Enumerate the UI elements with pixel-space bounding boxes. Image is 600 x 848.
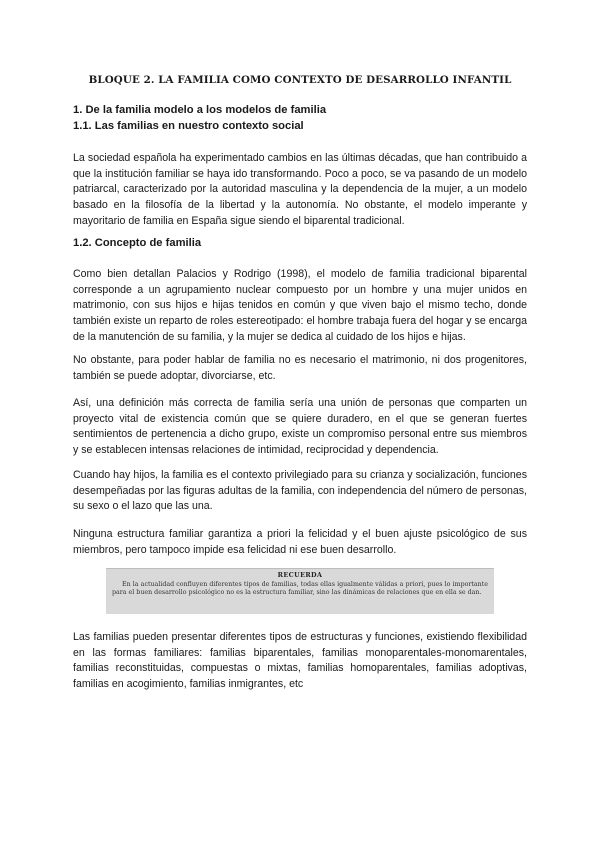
heading-section-1: 1. De la familia modelo a los modelos de familia bbox=[73, 104, 327, 116]
heading-section-1-2: 1.2. Concepto de familia bbox=[73, 237, 202, 249]
paragraph-children-context: Cuando hay hijos, la familia es el contexto privilegiado para su crianza y socialización, funciones desempeñadas por las figuras adultas de la familia, con independencia del número de personas, su sexo o el lazo que las una. bbox=[73, 469, 527, 513]
paragraph-social-context: La sociedad española ha experimentado cambios en las últimas décadas, que han contribuido a que la institución familiar se haya ido transformando. Poco a poco, se va pasando de un modelo patriarcal, caracterizado por la autoridad masculina y la dependencia de la mujer, a un modelo basado en la filosofía de la libertad y la autonomía. No obstante, el modelo imperante y mayoritario de familia en España sigue siendo el biparental tradicional. bbox=[73, 152, 527, 227]
paragraph-no-guarantee: Ninguna estructura familiar garantiza a priori la felicidad y el buen ajuste psicológico de sus miembros, pero tampoco impide esa felicidad ni ese buen desarrollo. bbox=[73, 528, 527, 556]
recuerda-callout-box bbox=[106, 568, 494, 614]
recuerda-title: RECUERDA bbox=[277, 571, 323, 579]
paragraph-no-marriage-needed: No obstante, para poder hablar de familia no es necesario el matrimonio, ni dos progenitores, también se puede adoptar, divorciarse, etc. bbox=[73, 354, 527, 382]
paragraph-traditional-model: Como bien detallan Palacios y Rodrigo (1998), el modelo de familia tradicional biparental corresponde a un agrupamiento nuclear compuesto por un hombre y una mujer unidos en matrimonio, con sus hijos e hijas tenidos en común y que viven bajo el mismo techo, donde también existe un reparto de roles estereotipado: el hombre trabaja fuera del hogar y se encarga de la manutención de su familia, y la mujer se dedica al cuidado de los hijos e hijas. bbox=[73, 268, 527, 343]
paragraph-family-types: Las familias pueden presentar diferentes tipos de estructuras y funciones, existiendo flexibilidad en las formas familiares: familias biparentales, familias monoparentales-monomarentales, familias reconstituidas, compuestas o mixtas, familias homoparentales, familias adoptivas, familias en acogimiento, familias inmigrantes, etc bbox=[73, 631, 527, 691]
paragraph-family-definition: Así, una definición más correcta de familia sería una unión de personas que comparten un proyecto vital de existencia común que se quiere duradero, en el que se generan fuertes sentimientos de pertenencia a dicho grupo, existe un compromiso personal entre sus miembros y se establecen intensas relaciones de intimidad, reciprocidad y dependencia. bbox=[73, 397, 527, 457]
heading-section-1-1: 1.1. Las familias en nuestro contexto social bbox=[73, 120, 304, 132]
document-title: BLOQUE 2. LA FAMILIA COMO CONTEXTO DE DESARROLLO INFANTIL bbox=[88, 74, 512, 86]
recuerda-text: En la actualidad confluyen diferentes tipos de familias, todas ellas igualmente válidas a priori, pues lo importante para el buen desarrollo psicológico no es la estructura familiar, sino las dinámicas de relaciones que en ella se dan. bbox=[112, 581, 488, 597]
